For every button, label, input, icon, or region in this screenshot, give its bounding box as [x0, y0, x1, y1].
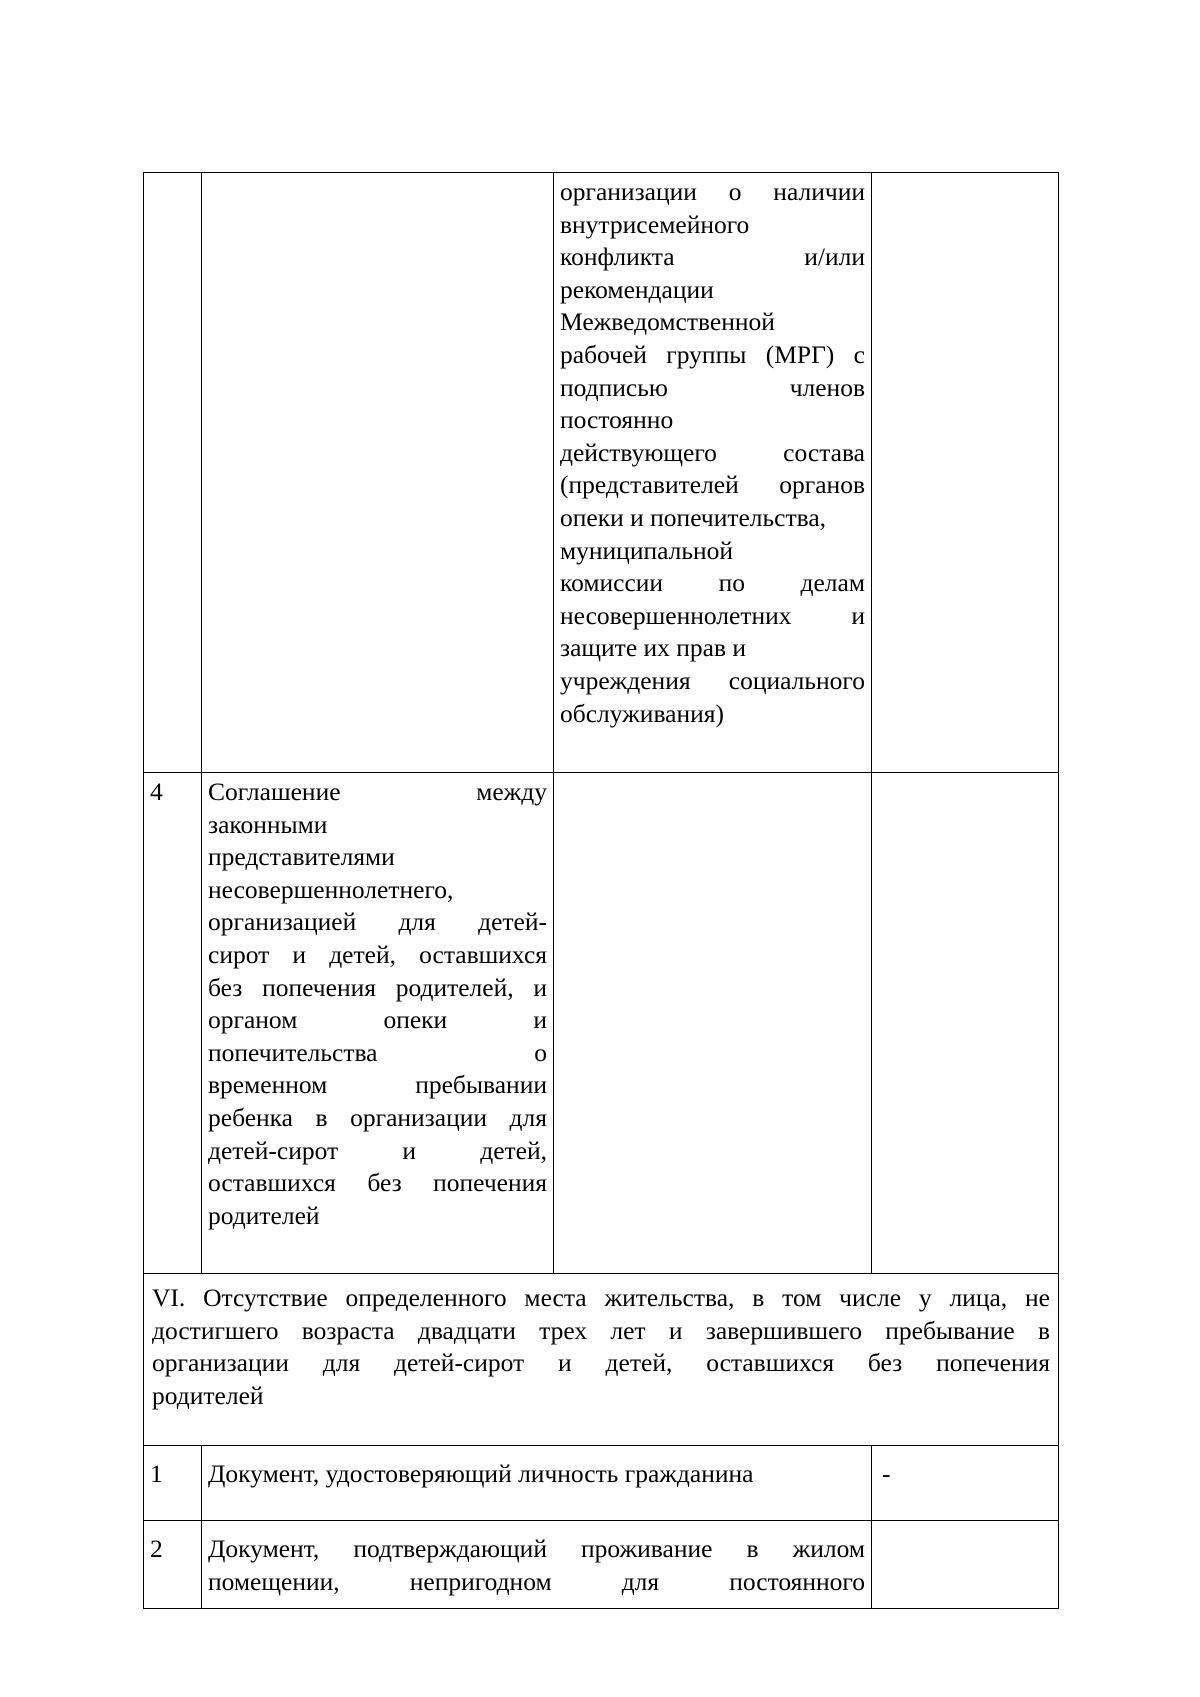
document-cell — [202, 773, 554, 1274]
text-line: действующего состава — [560, 437, 865, 467]
text-line: учреждения социального — [560, 665, 865, 695]
text-line: органом опеки и — [208, 1005, 547, 1035]
text-line: Межведомственной — [560, 307, 775, 337]
text-line: несовершеннолетнего, — [208, 874, 454, 904]
note-cell: - — [872, 1446, 1059, 1521]
text-line: муниципальной — [560, 535, 734, 565]
text-line: внутрисемейного — [560, 209, 750, 239]
text-line: родителей — [152, 1380, 264, 1410]
section-header-row — [144, 1274, 1059, 1446]
text-line: организацией для детей- — [208, 907, 547, 937]
text-line: рабочей группы (МРГ) с — [560, 339, 865, 369]
number-cell: 1 — [144, 1446, 202, 1521]
document-cell — [202, 1521, 872, 1609]
document-cell: Документ, удостоверяющий личность гражданина — [202, 1446, 872, 1521]
table-row — [144, 1521, 1059, 1609]
number-cell: 2 — [144, 1521, 202, 1609]
text-line: комиссии по делам — [560, 568, 865, 598]
text-line: оставшихся без попечения — [208, 1168, 547, 1198]
text-line: (представителей органов — [560, 470, 865, 500]
text-line: обслуживания) — [560, 698, 724, 728]
note-cell — [872, 1521, 1059, 1609]
text-line: помещении, непригодном для постоянного — [208, 1566, 865, 1596]
requirements-table — [143, 172, 1059, 1609]
section-heading — [144, 1274, 1059, 1446]
text-line: организации о наличии — [560, 177, 865, 206]
text-line: рекомендации — [560, 274, 714, 304]
text-line: попечительства о — [208, 1037, 547, 1067]
text-line: Документ, подтверждающий проживание в жилом — [208, 1534, 865, 1563]
text-line: временном пребывании — [208, 1070, 547, 1100]
text-line: Соглашение между — [208, 777, 547, 806]
note-cell — [872, 173, 1059, 773]
note-cell — [872, 773, 1059, 1274]
text-line: организации для детей-сирот и детей, оставшихся без попечения — [152, 1348, 1050, 1378]
text-line: законными — [208, 809, 328, 839]
condition-cell — [554, 773, 872, 1274]
text-line: сирот и детей, оставшихся — [208, 939, 547, 969]
text-line: конфликта и/или — [560, 242, 865, 272]
text-line: постоянно — [560, 405, 674, 435]
table-row — [144, 773, 1059, 1274]
text-line: VI. Отсутствие определенного места жительства, в том числе у лица, не — [152, 1283, 1050, 1312]
number-cell — [144, 173, 202, 773]
text-line: несовершеннолетних и — [560, 600, 865, 630]
table-row — [144, 173, 1059, 773]
text-line: опеки и попечительства, — [560, 502, 827, 532]
text-line: достигшего возраста двадцати трех лет и завершившего пребывание в — [152, 1315, 1050, 1345]
text-line: детей-сирот и детей, — [208, 1135, 547, 1165]
text-line: подписью членов — [560, 372, 865, 402]
text-line: представителями — [208, 842, 395, 872]
text-line: ребенка в организации для — [208, 1102, 547, 1132]
number-cell: 4 — [144, 773, 202, 1274]
text-line: без попечения родителей, и — [208, 972, 547, 1002]
condition-cell — [554, 173, 872, 773]
document-cell — [202, 173, 554, 773]
text-line: родителей — [208, 1200, 320, 1230]
text-line: защите их прав и — [560, 633, 747, 663]
table-row — [144, 1446, 1059, 1521]
